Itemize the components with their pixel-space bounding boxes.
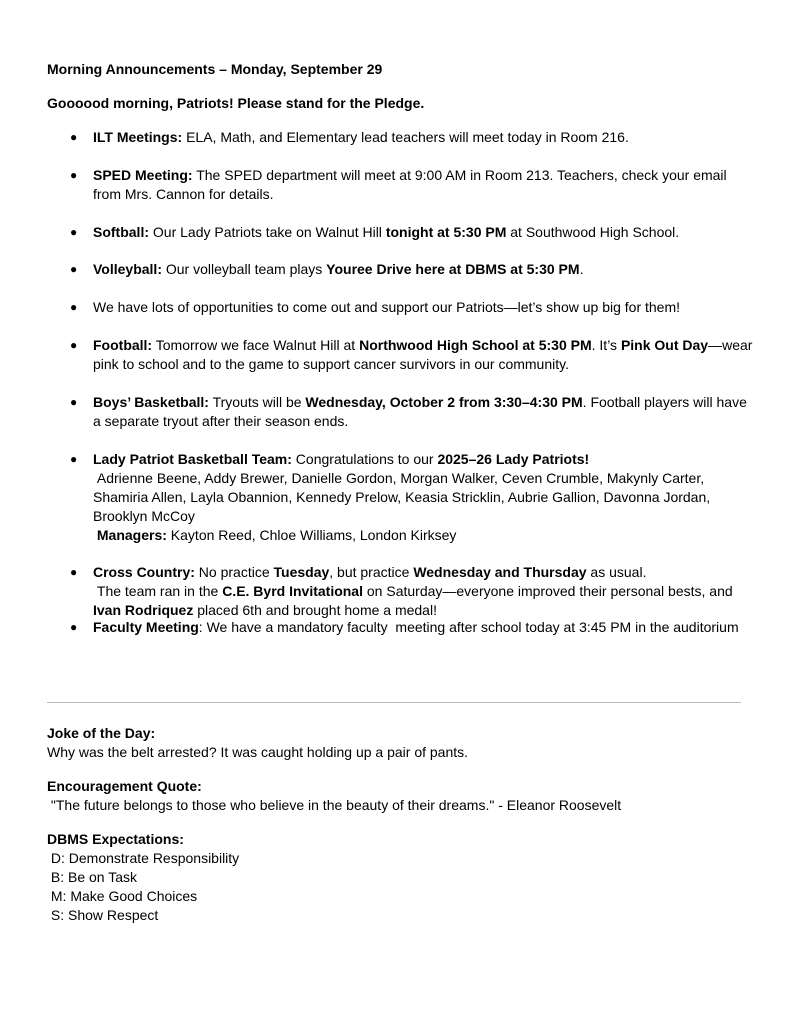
bold-text: Boys’ Basketball: (93, 394, 209, 410)
quote-section (47, 777, 621, 815)
bullet-icon: ● (70, 620, 78, 634)
bold-text: SPED Meeting: (93, 167, 193, 183)
text: Our Lady Patriots take on Walnut Hill (149, 224, 386, 240)
expectations-section (47, 830, 239, 925)
text: We have lots of opportunities to come out and support our Patriots—let’s show up big for them! (93, 299, 681, 315)
text: Tryouts will be (208, 394, 306, 410)
announcement-item (70, 393, 753, 431)
text: Kayton Reed, Chloe Williams, London Kirksey (166, 527, 457, 543)
bold-text: tonight at 5:30 PM (385, 224, 507, 240)
text: : We have a mandatory faculty meeting after school today at 3:45 PM in the auditorium (198, 619, 739, 635)
joke-section (47, 724, 468, 762)
text: . It’s (591, 337, 621, 353)
bullet-icon: ● (70, 452, 78, 466)
bullet-icon: ● (70, 565, 78, 579)
greeting: Goooood morning, Patriots! Please stand for the Pledge. (47, 95, 425, 111)
bold-text: Ivan Rodriquez (93, 602, 194, 618)
quote-heading: Encouragement Quote: (47, 778, 202, 794)
text: Congratulations to our (291, 451, 438, 467)
announcement-item (70, 563, 753, 620)
text: placed 6th and brought home a medal! (193, 602, 437, 618)
announcement-item (70, 260, 753, 279)
bold-text: Managers: (96, 527, 167, 543)
text: Tomorrow we face Walnut Hill at (152, 337, 360, 353)
expectation-item: D: Demonstrate Responsibility (47, 850, 240, 866)
bullet-icon: ● (70, 338, 78, 352)
bold-text: Lady Patriot Basketball Team: (93, 451, 292, 467)
announcement-item (70, 336, 757, 374)
bold-text: Northwood High School at 5:30 PM (359, 337, 592, 353)
bold-text: Softball: (93, 224, 149, 240)
announcement-item (70, 128, 753, 147)
bold-text: Tuesday (273, 564, 330, 580)
announcement-item (70, 223, 753, 242)
expectation-item: M: Make Good Choices (47, 888, 198, 904)
bullet-icon: ● (70, 130, 78, 144)
joke-heading: Joke of the Day: (47, 725, 156, 741)
bold-text: 2025–26 Lady Patriots! (437, 451, 590, 467)
text: No practice (194, 564, 274, 580)
text: as usual. The team ran in the (96, 564, 647, 599)
bold-text: Wednesday, October 2 from 3:30–4:30 PM (305, 394, 583, 410)
bold-text: Youree Drive here at DBMS at 5:30 PM (326, 261, 580, 277)
announcement-item (70, 298, 753, 317)
announcement-item (70, 166, 753, 204)
text: , but practice (329, 564, 414, 580)
bullet-icon: ● (70, 262, 78, 276)
bold-text: Pink Out Day (620, 337, 709, 353)
text: . (579, 261, 584, 277)
bullet-icon: ● (70, 300, 78, 314)
expectations-heading: DBMS Expectations: (47, 831, 184, 847)
text: on Saturday—everyone improved their personal bests, and (363, 583, 737, 599)
expectation-item: S: Show Respect (47, 907, 159, 923)
text: —wear pink to school and to the game to support cancer survivors in our community. (93, 337, 757, 372)
bold-text: C.E. Byrd Invitational (222, 583, 363, 599)
divider (47, 702, 741, 703)
text: Our volleyball team plays (161, 261, 327, 277)
bold-text: ILT Meetings: (93, 129, 183, 145)
text: ELA, Math, and Elementary lead teachers will meet today in Room 216. (182, 129, 629, 145)
joke-text: Why was the belt arrested? It was caught holding up a pair of pants. (47, 744, 469, 760)
page-title: Morning Announcements – Monday, September 29 (47, 61, 383, 77)
bold-text: Football: (93, 337, 153, 353)
text: . Football players will have a separate tryout after their season ends. (93, 394, 751, 429)
bold-text: Volleyball: (93, 261, 162, 277)
bullet-icon: ● (70, 395, 78, 409)
bold-text: Cross Country: (93, 564, 195, 580)
quote-text: "The future belongs to those who believe in the beauty of their dreams." - Eleanor Roosevelt (47, 797, 622, 813)
text: Adrienne Beene, Addy Brewer, Danielle Gordon, Morgan Walker, Ceven Crumble, Makynly Carter, Shamiria Allen, Layla Obannion, Kennedy Prelow, Keasia Stricklin, Aubrie Gallion, Davonna Jordan, Brooklyn McCoy (93, 470, 711, 524)
text: at Southwood High School. (506, 224, 680, 240)
bold-text: Wednesday and Thursday (413, 564, 587, 580)
text: The SPED department will meet at 9:00 AM in Room 213. Teachers, check your email from Mrs. Cannon for details. (93, 167, 731, 202)
bullet-icon: ● (70, 225, 78, 239)
expectation-item: B: Be on Task (47, 869, 138, 885)
bold-text: Faculty Meeting (93, 619, 199, 635)
announcement-item (70, 450, 753, 545)
announcement-item (70, 618, 753, 637)
bullet-icon: ● (70, 168, 78, 182)
